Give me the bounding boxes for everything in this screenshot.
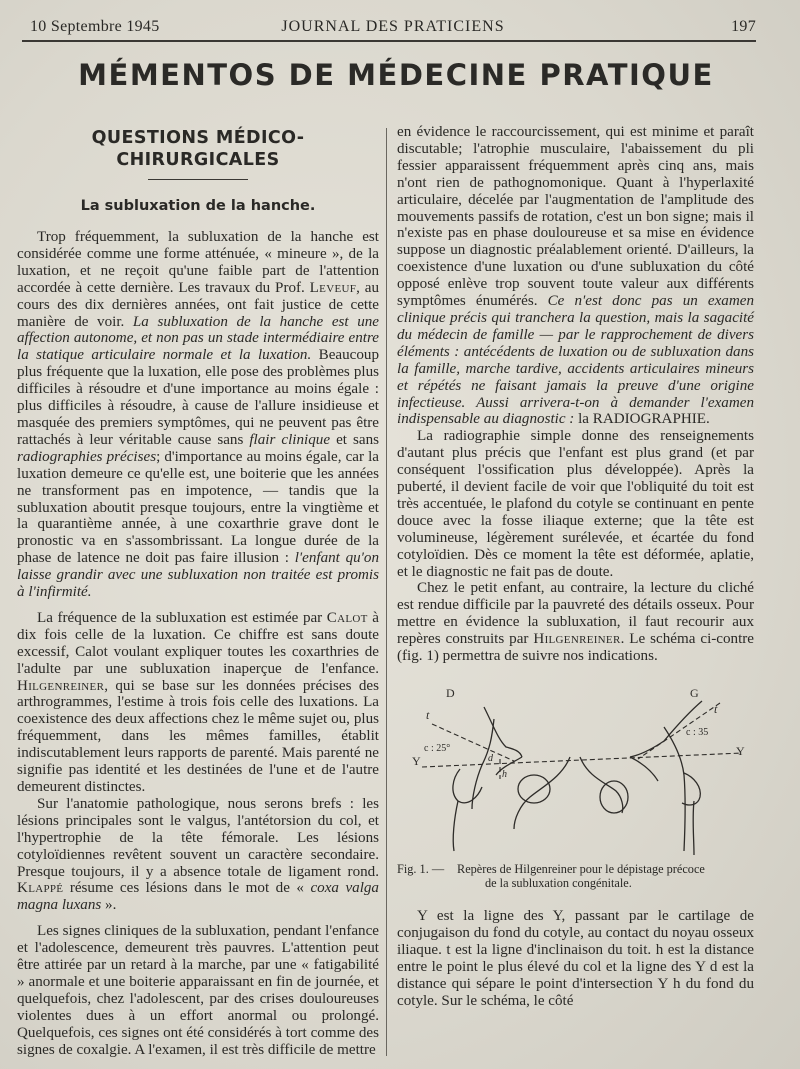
- caption-figure-number: Fig. 1. —: [397, 862, 445, 876]
- article-title: La subluxation de la hanche.: [80, 198, 316, 214]
- author-name: Hilgenreiner: [17, 677, 105, 694]
- section-title: QUESTIONS MÉDICO-CHIRURGICALES: [91, 128, 305, 170]
- left-obturator: [518, 775, 550, 803]
- label-y-right: Y: [736, 744, 745, 758]
- right-paragraph-1: en évidence le raccourcissement, qui est minime et paraît discutable; l'atrophie musculaire, l'abaissement du pli fessier apparaissent fréquemment après cinq ans, mais n'ont rien de pathognomonique. Quant à l'hyperlaxité articulaire, décelée par l'augmentation de l'amplitude des mouvements passifs de rotation, c'est un bon signe; mais il n'existe pas en phase douloureuse et sa mise en évidence suppose un diagnostic préalablement orienté. D'ailleurs, la coexistence d'une luxation ou d'une subluxation du côté opposé enlève trop souvent toute valeur aux différents symptômes énumérés. Ce n'est donc pas un examen clinique précis qui tranchera la question, mais la sagacité du médecin de famille — par le rapprochement de divers éléments : antécédents de luxation ou de subluxation dans la famille, marche tardive, accidents articulaires mineurs et répétés ne faisant jamais la preuve d'une origine infectieuse. Aussi arrivera-t-on à demander l'examen indispensable au diagnostic : la RADIOGRAPHIE.: [397, 124, 754, 428]
- y-line: [422, 753, 742, 767]
- figure-1: [397, 679, 754, 857]
- label-d-small: d: [488, 753, 493, 764]
- left-femur-shaft: [453, 801, 458, 851]
- label-h: h: [502, 769, 507, 780]
- right-column: [397, 124, 754, 1009]
- author-name: Calot: [326, 609, 368, 626]
- hip-diagram: [402, 679, 752, 857]
- left-paragraph-3: Sur l'anatomie pathologique, nous serons brefs : les lésions principales sont le valgus, l'antétorsion du col, et l'hypertrophie de la tête fémorale. Les lésions cotyloïdiennes revêtent souvent un caractère secondaire. Presque toujours, il y a absence totale de ligament rond. Klappé résume ces lésions dans le mot de « coxa valga magna luxans ».: [17, 795, 379, 914]
- label-t-right: t: [714, 702, 718, 716]
- right-paragraph-3: Chez le petit enfant, au contraire, la lecture du cliché est rendue difficile par la pauvreté des détails osseux. Pour mettre en évidence la subluxation, il faut recourir aux repères construits par Hilgenreiner. Le schéma ci-contre (fig. 1) permettra de suivre nos indications.: [397, 580, 755, 665]
- left-paragraph-4: Les signes cliniques de la subluxation, pendant l'enfance et l'adolescence, demeurent très pauvres. L'attention peut être attirée par un retard à la marche, par une « fatigabilité » anormale et une boiterie apparaissant en fin de journée, et quelquefois, chez l'adolescent, par des crises douloureuses violentes dues à un effort anormal ou prolongé. Quelquefois, ces signes ont été considérés à tort comme des signes de coxalgie. A l'examen, il est très difficile de mettre: [17, 923, 379, 1058]
- right-paragraph-4: Y est la ligne des Y, passant par le cartilage de conjugaison du fond du cotyle, au contact du noyau osseux iliaque. t est la ligne d'inclinaison du toit. h est la distance entre le point le plus élevé du col et la ligne des Y d est la distance qui sépare le point d'intersection Y h du fond du cotyle. Sur le schéma, le côté: [397, 908, 754, 1009]
- caption-line-1: Repères de Hilgenreiner pour le dépistage précoce: [457, 862, 705, 876]
- right-ischium-outline: [664, 727, 685, 851]
- label-t-left: t: [426, 708, 430, 722]
- figure-caption: [397, 863, 754, 890]
- label-d: D: [446, 686, 455, 700]
- right-acetabulum-outline: [630, 757, 658, 781]
- left-ilium-outline: [484, 707, 522, 757]
- left-column: [17, 124, 379, 1059]
- left-pubis-outline: [514, 757, 570, 829]
- caption-line-2: de la subluxation congénitale.: [485, 875, 632, 890]
- page-number: 197: [731, 18, 756, 35]
- author-name: Leveuf: [309, 279, 357, 296]
- label-y-left: Y: [412, 754, 421, 768]
- author-name: Hilgenreiner: [533, 631, 621, 648]
- running-head: [30, 16, 756, 38]
- header-rule: [22, 40, 756, 42]
- left-paragraph-1: Trop fréquemment, la subluxation de la hanche est considérée comme une forme atténuée, « mineure », de la luxation, et ne reçoit qu'une faible part de l'attention accordée à cette dernière. Les travaux du Prof. Leveuf, au cours des dix dernières années, ont fait justice de cette manière de voir. La subluxation de la hanche est une affection autonome, et non pas un stade intermédiaire entre la statique articulaire normale et la luxation. Beaucoup plus fréquente que la luxation, elle pose des problèmes plus difficiles à résoudre et d'une importance au moins égale : plus difficiles à résoudre, à cause de l'allure insidieuse et masquée des premiers symptômes, qui ne peuvent pas être rattachés à leur véritable cause sans flair clinique et sans radiographies précises; d'importance au moins égale, car la luxation demeure ce qu'elle est, une boiterie que les années ne transforment pas en impotence, — tandis que la subluxation aboutit presque toujours, entre la vingtième et la quarantième année, à une coxarthrie grave dont le pronostic va en s'assombrissant. La longue durée de la phase de latence ne doit pas faire illusion : l'enfant qu'on laisse grandir avec une subluxation non traitée est promis à l'infirmité.: [17, 229, 379, 601]
- journal-name: JOURNAL DES PRATICIENS: [281, 18, 505, 35]
- column-divider: [386, 128, 387, 1056]
- right-obturator: [600, 781, 628, 813]
- angle-left: c : 25°: [424, 743, 451, 754]
- main-title: MÉMENTOS DE MÉDECINE PRATIQUE: [78, 58, 714, 92]
- issue-date: 10 Septembre 1945: [30, 18, 160, 35]
- author-name: Klappé: [17, 880, 64, 897]
- left-femoral-head: [453, 769, 482, 803]
- angle-right: c : 35: [686, 727, 709, 738]
- left-paragraph-2: La fréquence de la subluxation est estimée par Calot à dix fois celle de la luxation. Ce chiffre est sans doute excessif, Calot voulant expliquer toutes les coxarthries de l'adulte par une subluxation inaperçue de l'enfance. Hilgenreiner, qui se base sur les données précises des arthrogrammes, l'estime à trois fois celle des luxations. La coexistence des deux affections chez le même sujet ou, plus fréquemment, dans les mêmes familles, établit indiscutablement leurs rapports de parenté. Mais parenté ne signifie pas identité et les destinées de l'une et de l'autre demeurent distinctes.: [17, 609, 379, 795]
- section-rule: [148, 179, 248, 180]
- right-femur-shaft: [693, 801, 694, 855]
- label-g: G: [690, 686, 699, 700]
- right-paragraph-2: La radiographie simple donne des renseignements d'autant plus précis que l'enfant est plus grand (et par conséquent l'ossification plus développée). Après la puberté, il devient facile de voir que l'obliquité du toit est très accentuée, le plafond du cotyle se continuant en pente douce avec la fosse iliaque externe; que la tête est volumineuse, légèrement surélevée, et écartée du fond cotyloïdien. Dès ce moment la tête est déformée, aplatie, et le diagnostic ne fait pas de doute.: [397, 428, 754, 580]
